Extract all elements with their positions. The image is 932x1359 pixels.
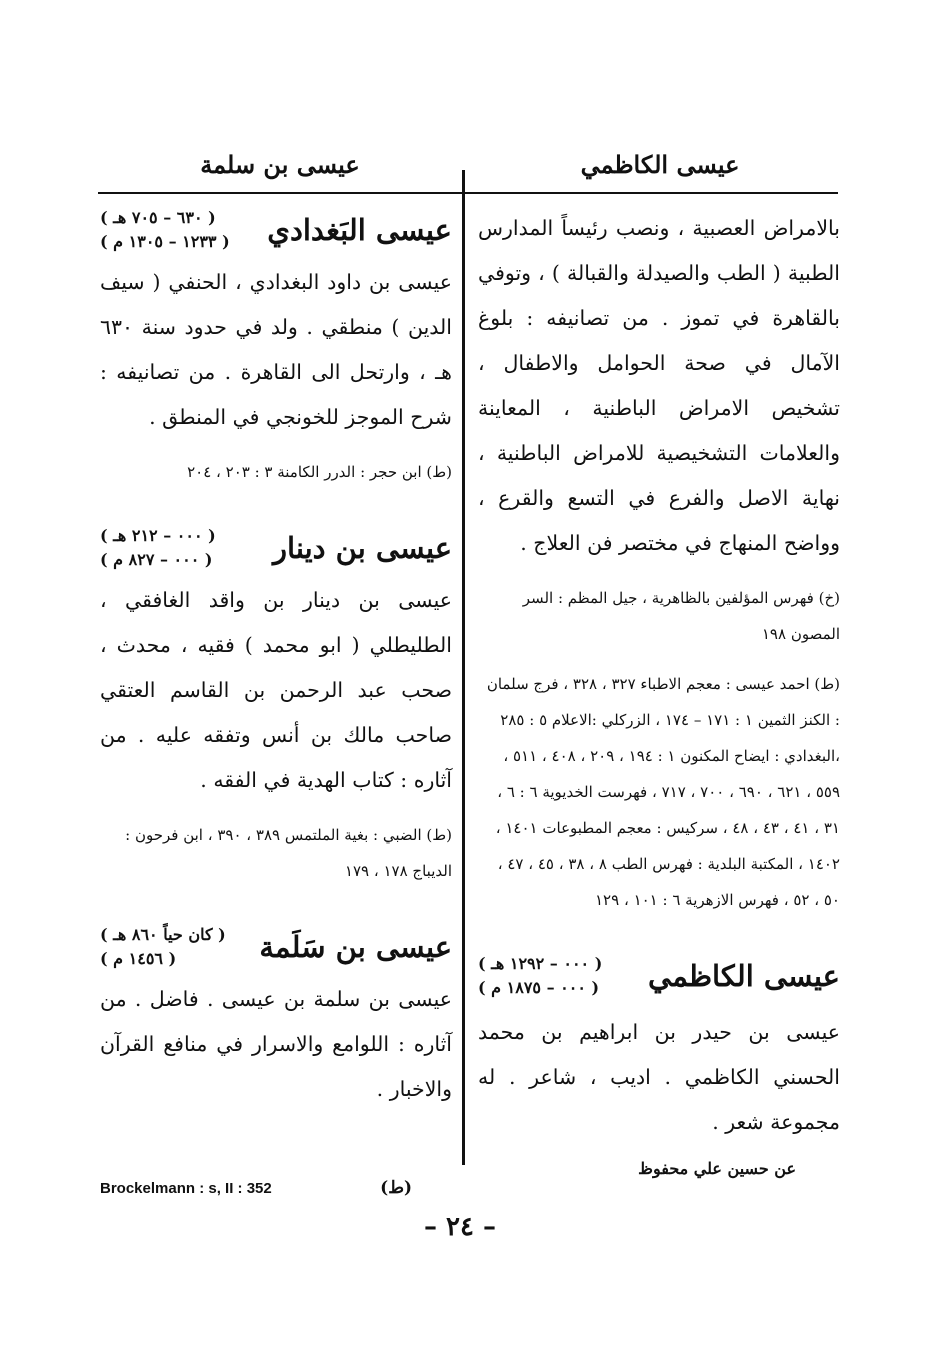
entry-body: عيسى بن دينار بن واقد الغافقي ، الطليطلي ( ابو محمد ) فقيه ، محدث ، صحب عبد الرحمن بن القاسم العتقي صاحب مالك بن أنس وتفقه عليه . من آثاره : كتاب الهدية في الفقه . xyxy=(100,588,452,792)
entry-body: عيسى بن حيدر بن ابراهيم بن محمد الحسني الكاظمي . اديب ، شاعر . له مجموعة شعر . xyxy=(478,1020,840,1134)
entry-heading xyxy=(100,206,452,254)
footer-reference-text: Brockelmann : s, II : 352 xyxy=(100,1179,272,1197)
entry-heading xyxy=(100,923,452,971)
dates-hijri: ( ٠٠٠ – ١٢٩٢ هـ ) xyxy=(478,954,603,973)
page-number: – ٢٤ – xyxy=(423,1212,497,1242)
footer-reference-tag: (ط) xyxy=(380,1178,412,1198)
dates-gregorian: ( ١٤٥٦ م ) xyxy=(100,949,177,968)
left-column xyxy=(100,206,452,1112)
entry-name: عيسى البَغدادي xyxy=(267,213,452,247)
entry-dates xyxy=(478,952,602,1000)
running-header-left: عيسى بن سلمة xyxy=(200,150,360,179)
entry-reference: (ط) الضبي : بغية الملتمس ٣٨٩ ، ٣٩٠ ، ابن فرحون : الديباج ١٧٨ ، ١٧٩ xyxy=(125,826,452,880)
running-header-right: عيسى الكاظمي xyxy=(580,150,740,179)
entry-spacer xyxy=(100,889,452,923)
entry-name: عيسى بن دينار xyxy=(272,531,452,565)
entry-spacer xyxy=(100,490,452,524)
dates-hijri: ( ٠٠٠ – ٢١٢ هـ ) xyxy=(100,526,216,545)
entry-reference: (ط) ابن حجر : الدرر الكامنة ٣ : ٢٠٣ ، ٢٠٤ xyxy=(187,463,452,481)
entry-dates xyxy=(100,923,226,971)
entry-dates xyxy=(100,206,230,254)
right-column xyxy=(478,206,840,1178)
entry-attribution: عن حسين علي محفوظ xyxy=(638,1159,796,1178)
entry-dates xyxy=(100,524,216,572)
dates-hijri: ( كان حياً ٨٦٠ هـ ) xyxy=(100,925,226,944)
footer-reference xyxy=(100,1178,452,1198)
dates-gregorian: ( ٠٠٠ – ٨٢٧ م ) xyxy=(100,550,213,569)
column-divider xyxy=(462,170,465,1165)
entry-heading xyxy=(100,524,452,572)
dates-gregorian: ( ١٢٣٣ – ١٣٠٥ م ) xyxy=(100,232,230,251)
continued-entry-text: بالامراض العصبية ، ونصب رئيساً المدارس الطبية ( الطب والصيدلة والقبالة ) ، وتوفي بالقاهرة في تموز . من تصانيفه : بلوغ الآمال في صحة الحوامل والاطفال ، تشخيص الامراض الباطنية ، المعاينة والعلامات التشخيصية للامراض الباطنية ، نهاية الاصل والفرع في التسع والقرع ، وواضح المنهاج في مختصر فن العلاج . xyxy=(478,216,840,555)
entry-body: عيسى بن داود البغدادي ، الحنفي ( سيف الدين ) منطقي . ولد في حدود سنة ٦٣٠ هـ ، وارتحل الى القاهرة . من تصانيفه : شرح الموجز للخونجي في المنطق . xyxy=(100,270,452,429)
entry-body: عيسى بن سلمة بن عيسى . فاضل . من آثاره : اللوامع والاسرار في منافع القرآن والاخبار . xyxy=(100,987,452,1101)
entry-name: عيسى الكاظمي xyxy=(648,959,840,993)
header-rule xyxy=(98,192,838,194)
manuscript-reference: (خ) فهرس المؤلفين بالظاهرية ، جيل المظم : السر المصون ١٩٨ xyxy=(522,589,840,643)
entry-spacer xyxy=(478,918,840,952)
dates-hijri: ( ٦٣٠ – ٧٠٥ هـ ) xyxy=(100,208,216,227)
entry-name: عيسى بن سَلَمة xyxy=(259,930,452,964)
printed-references: (ط) احمد عيسى : معجم الاطباء ٣٢٧ ، ٣٢٨ ، فرج سلمان : الكنز الثمين ١ : ١٧١ – ١٧٤ ، الزركلي :الاعلام ٥ : ٢٨٥ ،البغدادي : ايضاح المكنون ١ : ١٩٤ ، ٢٠٩ ، ٤٠٨ ، ٥١١ ، ٥٥٩ ، ٦٢١ ، ٦٩٠ ، ٧٠٠ ، ٧١٧ ، فهرست الخديوية ٦ : ٦ ، ٣١ ، ٤١ ، ٤٣ ، ٤٨ ، سركيس : معجم المطبوعات ١٤٠١ ، ١٤٠٢ ، المكتبة البلدية : فهرس الطب ٨ ، ٣٨ ، ٤٥ ، ٤٧ ، ٥٠ ، ٥٢ ، فهرس الازهرية ٦ : ١٠١ ، ١٢٩ xyxy=(486,675,840,909)
dates-gregorian: ( ٠٠٠ – ١٨٧٥ م ) xyxy=(478,978,600,997)
entry-heading xyxy=(478,952,840,1000)
